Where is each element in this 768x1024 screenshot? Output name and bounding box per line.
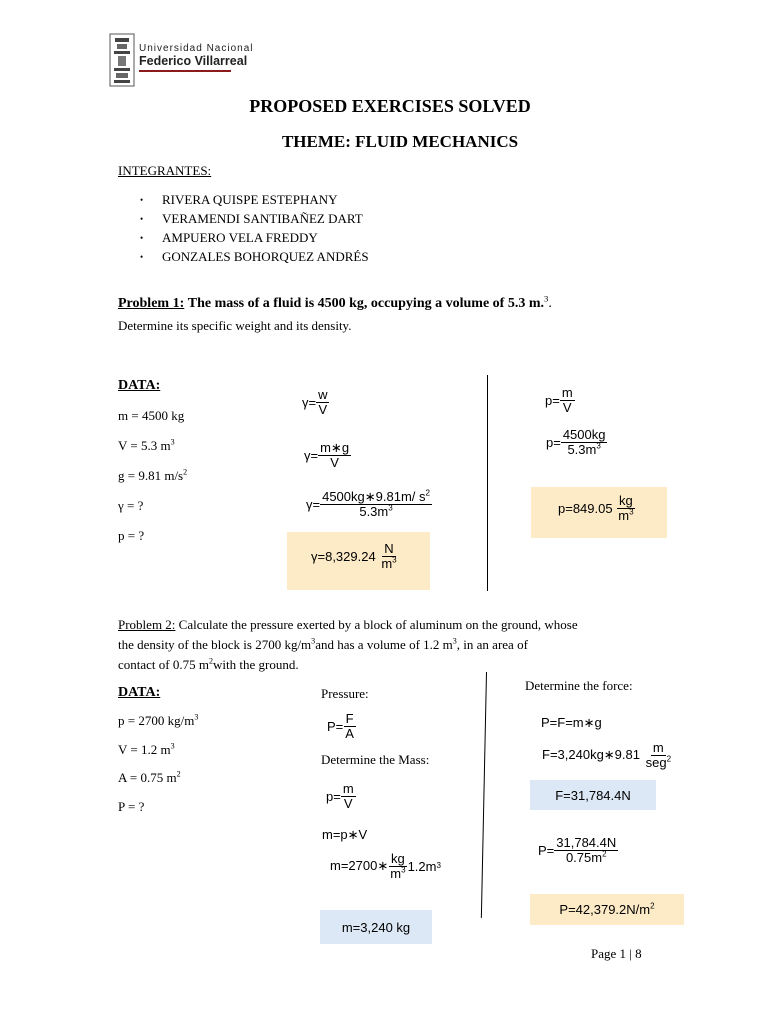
p2-density: p = 2700 $kg/m^3$ xyxy=(118,712,199,728)
p1-divider xyxy=(487,375,488,591)
list-item: • VERAMENDI SANTIBAÑEZ DART xyxy=(140,210,363,226)
p1-gravity: g = 9.81 $m/s^2$ xyxy=(118,467,188,483)
p1-eq-gamma-values: γ= $\frac{4500kg∗9.81m/ s^2}{5.3m^3}$ xyxy=(306,488,430,519)
problem-2-line-3: contact of 0.75 $m^2with$ the ground. xyxy=(118,656,299,672)
p1-eq-density-def: p= $\frac{m}{V}$ xyxy=(545,385,573,415)
p1-result-density-box xyxy=(531,487,667,538)
p1-eq-gamma-mg: γ= $\frac{m∗g}{V}$ xyxy=(304,440,350,470)
p2-divider xyxy=(481,672,487,918)
p2-result-pressure-box xyxy=(530,894,684,925)
p2-force-label: Determine the force: xyxy=(525,678,633,693)
page-number: Page 1 | 8 xyxy=(591,946,642,961)
page-subtitle: THEME: FLUID MECHANICS xyxy=(281,132,519,151)
p1-result-gamma-box xyxy=(287,532,430,590)
logo-line-1: Universidad Nacional xyxy=(139,43,254,54)
p2-result-mass-box xyxy=(320,910,432,944)
p1-density-unknown: p = ? xyxy=(118,528,145,543)
p2-eq-force-values: F=3,240kg∗9.81 $\frac{m}{seg^2}$ xyxy=(542,740,672,770)
p2-eq-pressure-values: P= $\frac{31,784.4N}{0.75m^2}$ xyxy=(538,835,617,865)
p2-eq-mass: m=p∗V xyxy=(322,827,368,842)
p2-eq-pressure-def: P= $\frac{F}{A}$ xyxy=(327,711,354,741)
p2-result-mass: m=3,240 kg xyxy=(341,919,411,935)
p1-data-label: DATA: xyxy=(118,378,161,393)
p2-result-force-box xyxy=(530,780,656,810)
problem-2-line-2: the density of the block is 2700 $kg/m^3and$ has a volume of 1.2 $m^3$, in an area of xyxy=(118,636,528,652)
p1-mass: m = 4500 kg xyxy=(118,408,185,423)
p2-result-pressure: $P=42,379.2N/m^2$ xyxy=(559,901,655,917)
p2-mass-label: Determine the Mass: xyxy=(321,752,430,767)
p1-eq-gamma-def: γ= $\frac{w}{V}$ xyxy=(302,387,328,417)
p1-result-density: p=849.05 $\frac{kg}{m^3}$ xyxy=(558,493,634,523)
p2-eq-density-def: p= $\frac{m}{V}$ xyxy=(326,781,354,811)
p2-volume: V = 1.2 $m^3$ xyxy=(118,741,175,757)
university-logo xyxy=(109,33,259,87)
problem-2-line-1: Problem 2: Calculate the pressure exerted by a block of aluminum on the ground, whose xyxy=(118,617,578,632)
problem-2-statement xyxy=(118,615,678,675)
p1-volume: V = 5.3 $m^3$ xyxy=(118,437,175,453)
page-title: PROPOSED EXERCISES SOLVED xyxy=(249,96,531,116)
p2-data-label: DATA: xyxy=(118,685,161,700)
list-item: • GONZALES BOHORQUEZ ANDRÉS xyxy=(140,248,369,264)
crest-icon xyxy=(109,33,135,87)
members-label: INTEGRANTES: xyxy=(118,163,212,178)
p2-pressure-label: Pressure: xyxy=(321,686,369,701)
logo-underline xyxy=(139,70,231,72)
p1-result-gamma: γ=8,329.24 $\frac{N}{m^3}$ xyxy=(311,541,397,571)
list-item: • AMPUERO VELA FREDDY xyxy=(140,229,318,245)
p1-gamma-unknown: γ = ? xyxy=(118,498,144,513)
problem-1-statement: Problem 1: The mass of a fluid is 4500 kg, occupying a volume of 5.3 m.$^3$. xyxy=(118,293,552,311)
p2-pressure-unknown: P = ? xyxy=(118,799,145,814)
p2-eq-mass-values: m=2700∗ $\frac{kg}{m^3}$ 1.2m 3 xyxy=(330,851,441,881)
list-item: • RIVERA QUISPE ESTEPHANY xyxy=(140,191,338,207)
p2-result-force: F=31,784.4N xyxy=(555,787,631,803)
p2-area: A = 0.75 $m^2$ xyxy=(118,769,181,785)
p1-eq-density-values: p= $\frac{4500kg}{5.3m^3}$ xyxy=(546,427,606,457)
p2-eq-force: P=F=m∗g xyxy=(541,715,602,730)
members-list xyxy=(140,190,369,266)
logo-line-2: Federico Villarreal xyxy=(139,54,248,68)
problem-1-question: Determine its specific weight and its density. xyxy=(118,318,352,333)
